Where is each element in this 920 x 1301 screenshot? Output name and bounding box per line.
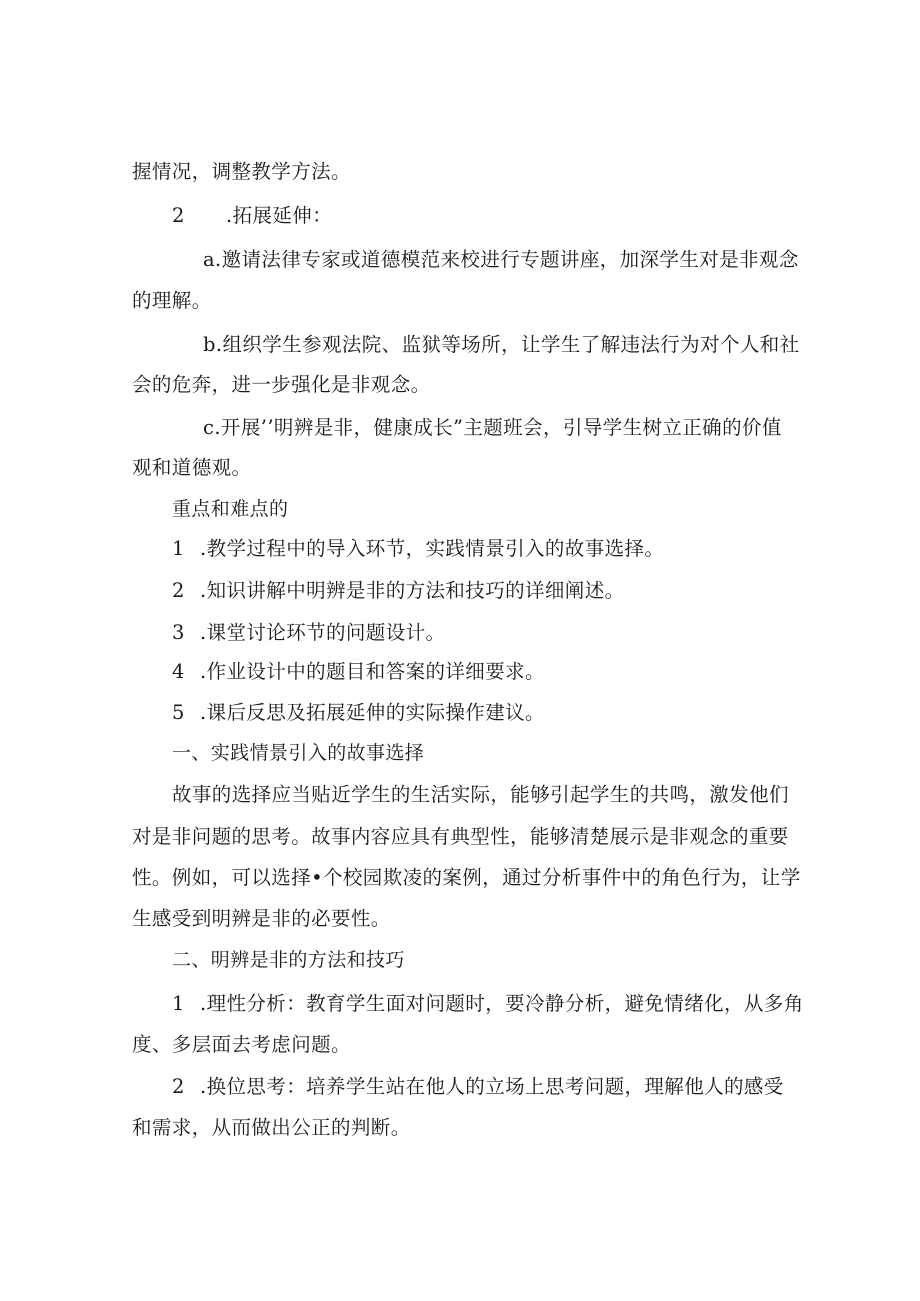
- section-2-heading: 二、明辨是非的方法和技巧: [172, 949, 405, 971]
- extension-title-number: 2: [172, 204, 185, 227]
- section-1-paragraph-line4: 生感受到明辨是非的必要性。: [132, 907, 391, 930]
- extension-item-a-line2: 的理解。: [132, 289, 212, 312]
- section-2-item-number: 1: [172, 992, 185, 1015]
- key-point-item: [172, 660, 545, 684]
- key-point-text: .作业设计中的题目和答案的详细要求。: [200, 660, 545, 683]
- extension-item-a-line1: a.邀请法律专家或道德模范来校进行专题讲座，加深学生对是非观念: [203, 248, 799, 271]
- extension-title: [172, 204, 332, 228]
- key-point-item: [172, 701, 545, 725]
- key-point-item: [172, 621, 445, 645]
- extension-item-c-line2: 观和道德观。: [132, 456, 252, 479]
- section-2-item-1-line2: 度、多层面去考虑问题。: [132, 1033, 351, 1056]
- section-1-paragraph-line2: 对是非问题的思考。故事内容应具有典型性，能够清楚展示是非观念的重要: [132, 825, 789, 848]
- section-1-heading: 一、实践情景引入的故事选择: [172, 742, 425, 764]
- key-point-number: 1: [172, 537, 185, 560]
- key-point-item: [172, 579, 625, 603]
- key-points-heading: 重点和难点的: [172, 498, 289, 520]
- section-2-item-2-line1: [172, 1075, 784, 1099]
- section-2-item-text: .理性分析：教育学生面对问题时，要冷静分析，避免情绪化，从多角: [200, 992, 804, 1015]
- section-2-item-2-line2: 和需求，从而做出公正的判断。: [132, 1116, 411, 1139]
- section-1-paragraph-line1: 故事的选择应当贴近学生的生活实际，能够引起学生的共鸣，激发他们: [172, 783, 789, 806]
- extension-item-b-line1: b.组织学生参观法院、监狱等场所，让学生了解违法行为对个人和社: [203, 333, 800, 356]
- key-point-text: .知识讲解中明辨是非的方法和技巧的详细阐述。: [200, 579, 625, 602]
- key-point-number: 5: [172, 701, 185, 724]
- section-2-item-1-line1: [172, 992, 804, 1016]
- key-point-number: 3: [172, 621, 185, 644]
- extension-title-text: .拓展延伸：: [226, 204, 333, 227]
- section-1-paragraph-line3: 性。例如，可以选择•个校园欺凌的案例，通过分析事件中的角色行为，让学: [132, 866, 801, 889]
- paragraph-intro-end: 握情况，调整教学方法。: [132, 160, 351, 183]
- key-point-text: .课后反思及拓展延伸的实际操作建议。: [200, 701, 545, 724]
- key-point-text: .课堂讨论环节的问题设计。: [200, 621, 446, 644]
- key-point-number: 4: [172, 660, 185, 683]
- section-2-item-number: 2: [172, 1075, 185, 1098]
- section-2-item-text: .换位思考：培养学生站在他人的立场上思考问题，理解他人的感受: [200, 1075, 784, 1098]
- extension-item-c-line1: c.开展’’明辨是非，健康成长”主题班会，引导学生树立正确的价值: [203, 416, 782, 439]
- key-point-item: [172, 537, 664, 561]
- key-point-number: 2: [172, 579, 185, 602]
- key-point-text: .教学过程中的导入环节，实践情景引入的故事选择。: [200, 537, 665, 560]
- extension-item-b-line2: 会的危奔，进一步强化是非观念。: [132, 373, 431, 396]
